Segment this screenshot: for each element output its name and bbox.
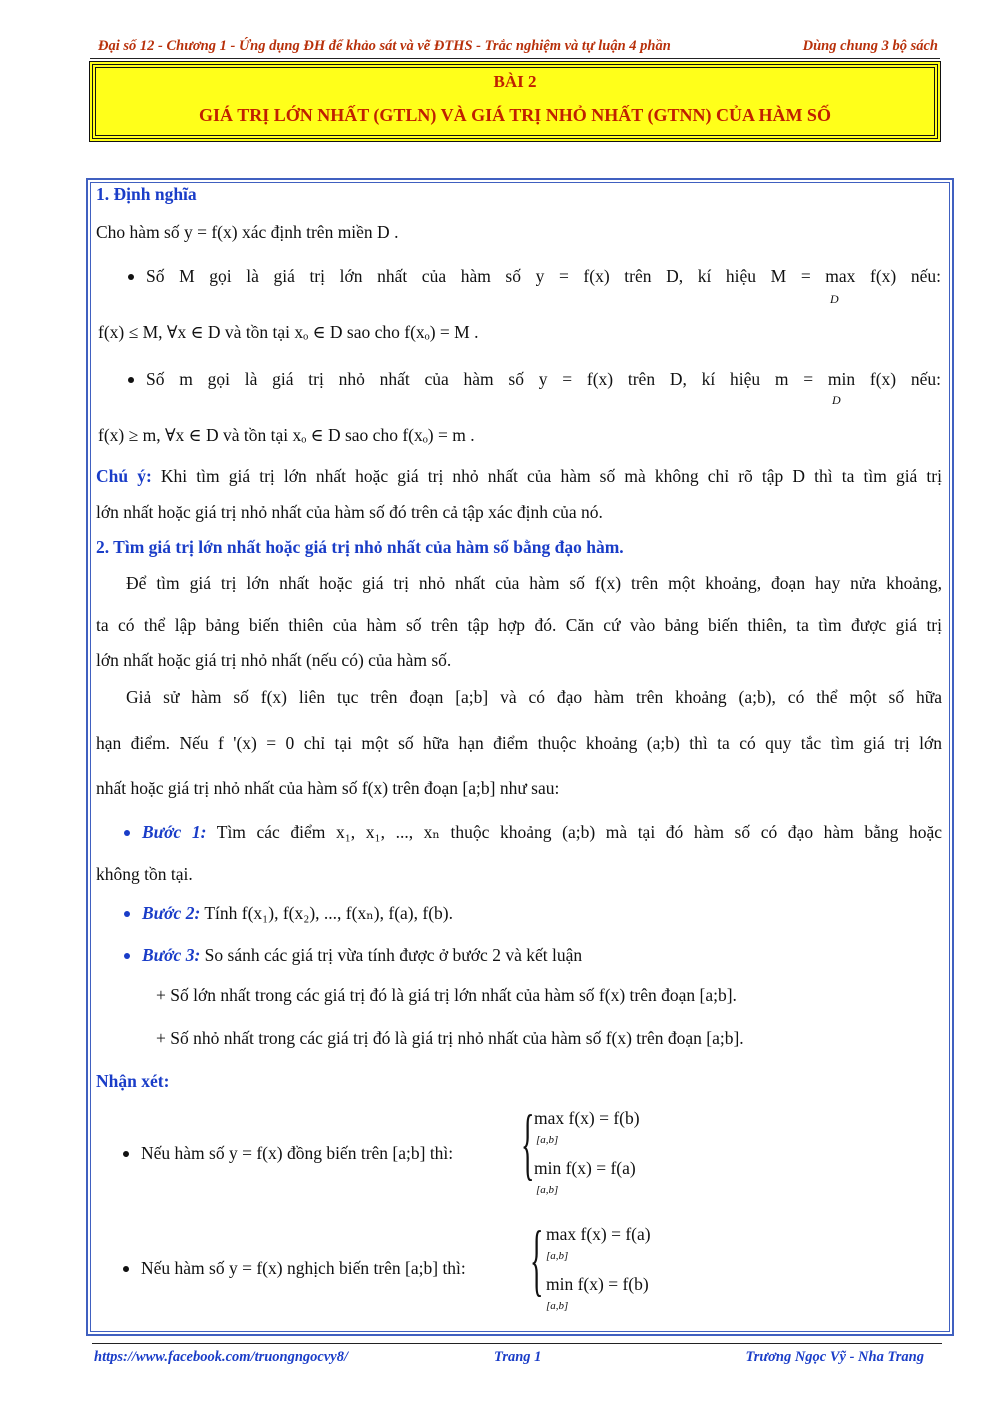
decreasing-text: Nếu hàm số y = f(x) nghịch biến trên [a;b] thì: — [141, 1258, 466, 1278]
increasing-max-interval: [a,b] — [536, 1134, 559, 1146]
step-1-text-continued: không tồn tại. — [96, 864, 193, 884]
max-subscript: D — [830, 292, 839, 306]
conclusion-min: + Số nhỏ nhất trong các giá trị đó là giá trị nhỏ nhất của hàm số f(x) trên đoạn [a;b]. — [156, 1028, 744, 1048]
min-subscript: D — [832, 393, 841, 407]
step-1-label: Bước 1: — [142, 822, 207, 842]
bullet-max — [146, 266, 941, 287]
note-label: Chú ý: — [96, 466, 152, 486]
step-1 — [142, 822, 942, 843]
decreasing-min: min f(x) = f(b) — [546, 1274, 649, 1294]
paragraph-1-line-2: ta có thể lập bảng biến thiên của hàm số trên tập hợp đó. Căn cứ vào bảng biến thiên, ta tìm được giá trị — [96, 615, 942, 635]
decreasing-max-interval: [a,b] — [546, 1250, 569, 1262]
section-2-heading: 2. Tìm giá trị lớn nhất hoặc giá trị nhỏ nhất của hàm số bằng đạo hàm. — [96, 537, 624, 557]
step-1-text: Tìm các điểm x₁, x₁, ..., xₙ thuộc khoảng (a;b) mà tại đó hàm số có đạo hàm bằng hoặc — [206, 822, 942, 842]
increasing-min-interval: [a,b] — [536, 1184, 559, 1196]
step-3-label: Bước 3: — [142, 945, 201, 965]
brace-decreasing: { — [530, 1216, 544, 1304]
lesson-title: GIÁ TRỊ LỚN NHẤT (GTLN) VÀ GIÁ TRỊ NHỎ NHẤT (GTNN) CỦA HÀM SỐ — [199, 105, 831, 125]
lesson-number: BÀI 2 — [493, 72, 537, 91]
max-definition: Số M gọi là giá trị lớn nhất của hàm số y = f(x) trên D, kí hiệu M = max f(x) nếu: — [146, 266, 941, 286]
title-box — [89, 61, 941, 142]
max-condition: f(x) ≤ M, ∀x ∈ D và tồn tại xₒ ∈ D sao cho f(xₒ) = M . — [98, 322, 479, 342]
conclusion-max: + Số lớn nhất trong các giá trị đó là giá trị lớn nhất của hàm số f(x) trên đoạn [a;b]. — [156, 985, 737, 1005]
page-header — [90, 36, 940, 59]
definition-intro: Cho hàm số y = f(x) xác định trên miền D . — [96, 222, 399, 242]
facebook-link[interactable]: https://www.facebook.com/truongngocvy8/ — [94, 1349, 349, 1365]
increasing-max: max f(x) = f(b) — [534, 1108, 640, 1128]
decreasing-max: max f(x) = f(a) — [546, 1224, 651, 1244]
increasing-text: Nếu hàm số y = f(x) đồng biến trên [a;b] thì: — [141, 1143, 454, 1163]
remark-increasing — [141, 1143, 453, 1164]
paragraph-1-line-1: Để tìm giá trị lớn nhất hoặc giá trị nhỏ nhất của hàm số f(x) trên một khoảng, đoạn hay nửa khoảng, — [126, 573, 942, 593]
section-1-heading: 1. Định nghĩa — [96, 184, 197, 204]
page-footer — [92, 1343, 942, 1368]
step-2-text: Tính f(x₁), f(x₂), ..., f(xₙ), f(a), f(b). — [200, 903, 453, 923]
author: Trương Ngọc Vỹ - Nha Trang — [745, 1349, 924, 1365]
paragraph-2-line-3: nhất hoặc giá trị nhỏ nhất của hàm số f(x) trên đoạn [a;b] như sau: — [96, 778, 560, 798]
brace-increasing: { — [521, 1100, 535, 1188]
step-2 — [142, 903, 453, 924]
paragraph-2-line-2: hạn điểm. Nếu f '(x) = 0 chỉ tại một số hữa hạn điểm thuộc khoảng (a;b) thì ta có quy tắc tìm giá trị lớn — [96, 733, 942, 753]
increasing-min: min f(x) = f(a) — [534, 1158, 636, 1178]
note-line-1 — [96, 466, 942, 487]
remark-heading: Nhận xét: — [96, 1071, 170, 1091]
header-right: Dùng chung 3 bộ sách — [802, 38, 938, 54]
page-number: Trang 1 — [494, 1349, 542, 1365]
step-3 — [142, 945, 582, 966]
remark-decreasing — [141, 1258, 466, 1279]
step-3-text: So sánh các giá trị vừa tính được ở bước 2 và kết luận — [200, 945, 583, 965]
note-text-1: Khi tìm giá trị lớn nhất hoặc giá trị nhỏ nhất của hàm số mà không chỉ rõ tập D thì ta tìm giá trị — [151, 466, 942, 486]
decreasing-min-interval: [a,b] — [546, 1300, 569, 1312]
paragraph-2-line-1: Giả sử hàm số f(x) liên tục trên đoạn [a;b] và có đạo hàm trên khoảng (a;b), có thể một số hữa — [126, 687, 942, 707]
min-definition: Số m gọi là giá trị nhỏ nhất của hàm số y = f(x) trên D, kí hiệu m = min f(x) nếu: — [146, 369, 941, 389]
paragraph-1-line-3: lớn nhất hoặc giá trị nhỏ nhất (nếu có) của hàm số. — [96, 650, 452, 670]
note-line-2: lớn nhất hoặc giá trị nhỏ nhất của hàm số đó trên cả tập xác định của nó. — [96, 502, 603, 522]
min-condition: f(x) ≥ m, ∀x ∈ D và tồn tại xₒ ∈ D sao cho f(xₒ) = m . — [98, 425, 475, 445]
header-left: Đại số 12 - Chương 1 - Ứng dụng ĐH để khảo sát và vẽ ĐTHS - Trắc nghiệm và tự luận 4 phần — [98, 38, 671, 54]
step-2-label: Bước 2: — [142, 903, 201, 923]
bullet-min — [146, 369, 941, 390]
